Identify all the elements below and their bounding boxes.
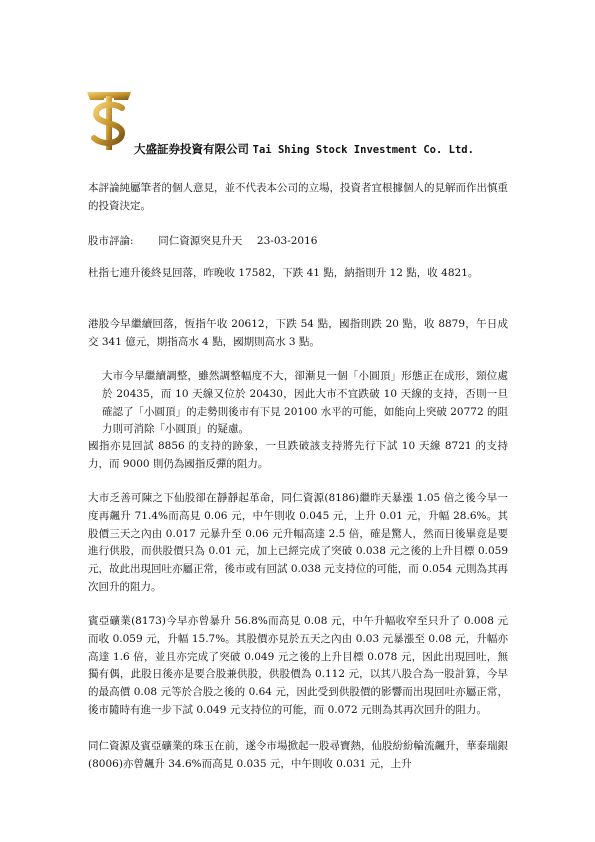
paragraph-hscei: 國指亦見回試 8856 的支持的跡象，一旦跌破該支持將先行下試 10 天線 8721 的支持力，而 9000 則仍為國指反彈的阻力。 [88, 440, 508, 470]
commentary-headline: 同仁資源突見升天 [158, 235, 243, 247]
commentary-date: 23-03-2016 [256, 235, 318, 247]
disclaimer-paragraph: 本評論純屬筆者的個人意見，並不代表本公司的立場，投資者宜根據個人的見解而作出慎重的投資決定。 [88, 182, 508, 212]
paragraph-hsi: 港股今早繼續回落，恆指午收 20612，下跌 54 點，國指則跌 20 點，收 8879，午日成交 341 億元，期指高水 4 點，國期則高水 3 點。 [88, 318, 508, 348]
ts-dollar-logo-icon [84, 86, 134, 152]
paragraph-8186: 大市乏善可陳之下仙股卻在靜靜起革命，同仁資源(8186)繼昨天暴漲 1.05 倍之後今早一度再飆升 71.4%而高見 0.06 元，中午則收 0.045 元，上升 0.01 元，升幅 28.6%。其股價三天之內由 0.017 元暴升至 0.06 元升幅高達 2.5 倍，確是驚人，然而日後畢竟是要進行供股，而供股價只為 0.01 元，加上已經完成了突破 0.038 元之後的上升目標 0.059 元，故此出現回吐亦屬正常，後市或有回試 0.038 元支持位的可能，而 0.054 元則為其再次回升的阻力。 [88, 492, 508, 593]
paragraph-penny-stocks: 同仁資源及賓亞礦業的珠玉在前，遂令市場掀起一股尋寶熱，仙股紛紛輪流飆升，華泰瑞銀(8006)亦曾飆升 34.6%而高見 0.035 元，中午則收 0.031 元，上升 [88, 740, 508, 770]
commentary-label: 股市評論: [88, 235, 134, 247]
paragraph-dow: 杜指七連升後終見回落，昨晚收 17582，下跌 41 點，納指則升 12 點，收 4821。 [88, 267, 479, 279]
company-name-chinese: 大盛証券投資有限公司 [134, 142, 249, 156]
paragraph-8173: 賓亞礦業(8173)今早亦曾暴升 56.8%而高見 0.08 元，中午升幅收窄至只升了 0.008 元而收 0.059 元，升幅 15.7%。其股價亦見於五天之內由 0.03 元暴漲至 0.08 元，升幅亦高達 1.6 倍，並且亦完成了突破 0.049 元之後的上升目標 0.078 元，因此出現回吐，無獨有偶，此股日後亦是要合股兼供股，供股價為 0.112 元，以其八股合為一股計算，今早的最高價 0.08 元等於合股之後的 0.64 元，因此受到供股價的影響而出現回吐亦屬正常，後市隨時有進一步下試 0.049 元支持位的可能，而 0.072 元則為其再次回升的阻力。 [88, 615, 508, 716]
company-name-english: Tai Shing Stock Investment Co. Ltd. [252, 144, 474, 156]
commentary-title-line [88, 233, 508, 251]
company-name [134, 141, 474, 157]
paragraph-market-top: 大市今早繼續調整，雖然調整幅度不大，卻漸見一個「小圓頂」形態正在成形，頸位處於 20435，而 10 天線又位於 20430，因此大市不宜跌破 10 天線的支持，否則一旦確認了「小圓頂」的走勢則後市有下見 20100 水平的可能，如能向上突破 20772 的阻力則可消除「小圓頂」的疑慮。 [102, 370, 508, 436]
